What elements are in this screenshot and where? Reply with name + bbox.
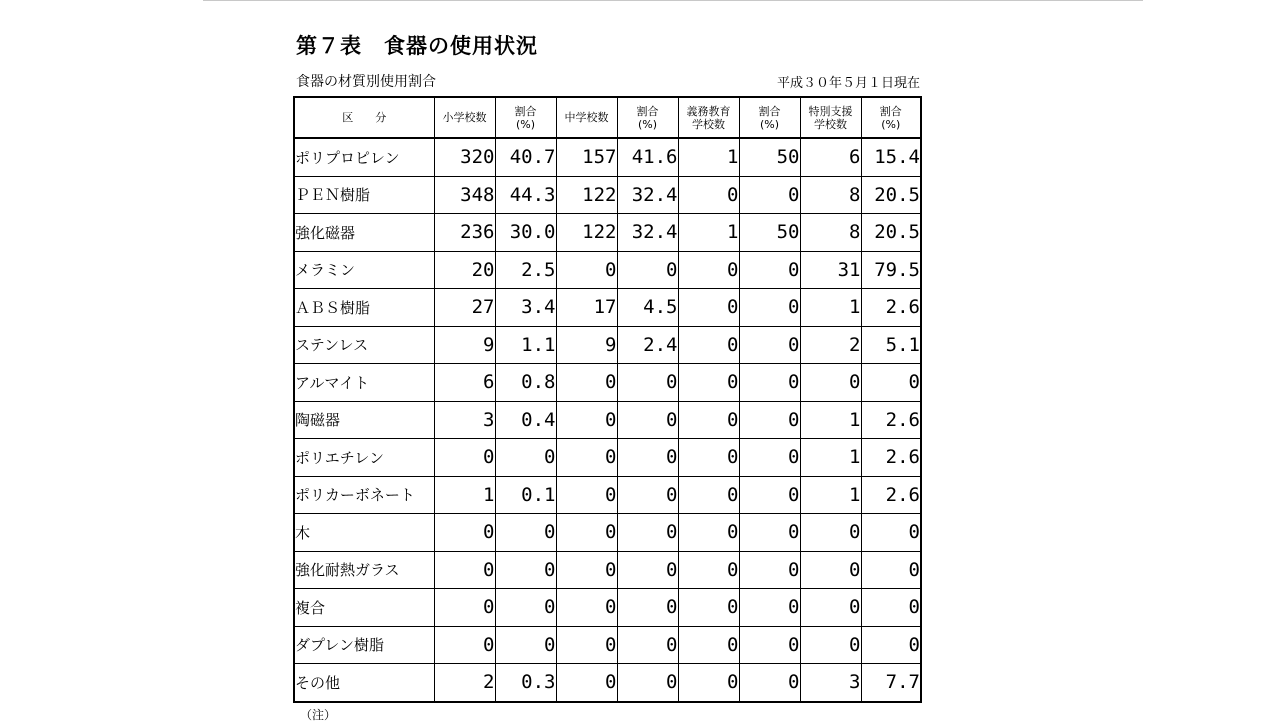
cell-special-support-ratio: 2.6 — [861, 476, 921, 514]
cell-junior-high-ratio: 0 — [617, 626, 678, 664]
cell-special-support-ratio: 20.5 — [861, 176, 921, 214]
cell-material: 木 — [294, 514, 434, 552]
tableware-usage-table — [293, 96, 922, 703]
cell-junior-high: 9 — [556, 326, 617, 364]
table-row — [294, 289, 921, 327]
cell-elementary-ratio: 0.8 — [495, 364, 556, 402]
cell-elementary: 0 — [434, 551, 495, 589]
cell-elementary: 20 — [434, 251, 495, 289]
cell-elementary-ratio: 2.5 — [495, 251, 556, 289]
cell-compulsory-ratio: 0 — [739, 289, 800, 327]
table-row — [294, 401, 921, 439]
cell-compulsory: 0 — [678, 551, 739, 589]
cell-special-support-ratio: 0 — [861, 551, 921, 589]
cell-elementary: 3 — [434, 401, 495, 439]
cell-compulsory-ratio: 0 — [739, 589, 800, 627]
table-row — [294, 138, 921, 176]
cell-junior-high-ratio: 0 — [617, 251, 678, 289]
table-row — [294, 626, 921, 664]
cell-elementary-ratio: 0.1 — [495, 476, 556, 514]
header-ratio-compulsory: 割合 (%) — [739, 97, 800, 138]
cell-special-support: 8 — [800, 214, 861, 252]
cell-compulsory-ratio: 0 — [739, 401, 800, 439]
table-row — [294, 476, 921, 514]
cell-junior-high: 157 — [556, 138, 617, 176]
header-ratio-special-support: 割合 (%) — [861, 97, 921, 138]
cell-compulsory-ratio: 50 — [739, 214, 800, 252]
cell-material: 強化磁器 — [294, 214, 434, 252]
cell-elementary: 6 — [434, 364, 495, 402]
cell-elementary-ratio: 3.4 — [495, 289, 556, 327]
cell-elementary: 0 — [434, 626, 495, 664]
cell-compulsory: 0 — [678, 401, 739, 439]
table-row — [294, 251, 921, 289]
cell-material: ダプレン樹脂 — [294, 626, 434, 664]
cell-junior-high: 17 — [556, 289, 617, 327]
table-row — [294, 364, 921, 402]
as-of-date: 平成３０年５月１日現在 — [776, 76, 920, 91]
cell-special-support-ratio: 15.4 — [861, 138, 921, 176]
cell-junior-high-ratio: 0 — [617, 476, 678, 514]
cell-special-support: 0 — [800, 551, 861, 589]
cell-special-support-ratio: 0 — [861, 589, 921, 627]
cell-compulsory-ratio: 0 — [739, 476, 800, 514]
cell-elementary-ratio: 44.3 — [495, 176, 556, 214]
cell-special-support-ratio: 2.6 — [861, 401, 921, 439]
cell-elementary: 27 — [434, 289, 495, 327]
cell-material: ＡＢＳ樹脂 — [294, 289, 434, 327]
table-row — [294, 326, 921, 364]
cell-compulsory-ratio: 0 — [739, 251, 800, 289]
table-row — [294, 514, 921, 552]
cell-special-support: 1 — [800, 289, 861, 327]
cell-elementary-ratio: 0.4 — [495, 401, 556, 439]
cell-compulsory: 0 — [678, 251, 739, 289]
cell-elementary-ratio: 0 — [495, 439, 556, 477]
header-junior-high: 中学校数 — [556, 97, 617, 138]
cell-special-support: 0 — [800, 626, 861, 664]
cell-junior-high-ratio: 2.4 — [617, 326, 678, 364]
cell-compulsory: 0 — [678, 626, 739, 664]
cell-elementary-ratio: 0 — [495, 514, 556, 552]
cell-compulsory-ratio: 50 — [739, 138, 800, 176]
cell-junior-high-ratio: 0 — [617, 589, 678, 627]
cell-compulsory-ratio: 0 — [739, 439, 800, 477]
cell-junior-high: 0 — [556, 664, 617, 702]
cell-elementary: 320 — [434, 138, 495, 176]
cell-elementary-ratio: 0 — [495, 589, 556, 627]
table-row — [294, 664, 921, 702]
cell-junior-high: 0 — [556, 251, 617, 289]
cell-elementary-ratio: 0.3 — [495, 664, 556, 702]
cell-junior-high-ratio: 0 — [617, 551, 678, 589]
cell-junior-high-ratio: 0 — [617, 401, 678, 439]
cell-elementary-ratio: 1.1 — [495, 326, 556, 364]
table-row — [294, 551, 921, 589]
cell-junior-high-ratio: 0 — [617, 439, 678, 477]
cell-compulsory: 0 — [678, 589, 739, 627]
header-ratio-elementary: 割合 (%) — [495, 97, 556, 138]
cell-compulsory-ratio: 0 — [739, 664, 800, 702]
cell-compulsory: 0 — [678, 364, 739, 402]
header-special-support: 特別支援 学校数 — [800, 97, 861, 138]
cell-junior-high: 0 — [556, 476, 617, 514]
cell-compulsory: 0 — [678, 476, 739, 514]
top-divider — [203, 0, 1143, 1]
table-row — [294, 214, 921, 252]
cell-compulsory: 1 — [678, 214, 739, 252]
cell-junior-high: 0 — [556, 551, 617, 589]
cell-special-support: 2 — [800, 326, 861, 364]
cell-special-support: 3 — [800, 664, 861, 702]
cell-material: ポリプロピレン — [294, 138, 434, 176]
cell-junior-high: 0 — [556, 401, 617, 439]
cell-junior-high: 0 — [556, 514, 617, 552]
cell-elementary-ratio: 0 — [495, 551, 556, 589]
cell-material: 複合 — [294, 589, 434, 627]
table-header — [294, 97, 921, 138]
cell-special-support: 1 — [800, 401, 861, 439]
cell-special-support: 0 — [800, 514, 861, 552]
cell-special-support-ratio: 5.1 — [861, 326, 921, 364]
cell-elementary: 0 — [434, 439, 495, 477]
cell-elementary-ratio: 0 — [495, 626, 556, 664]
cell-special-support: 0 — [800, 364, 861, 402]
cell-elementary: 0 — [434, 589, 495, 627]
cell-junior-high: 122 — [556, 176, 617, 214]
cell-junior-high-ratio: 32.4 — [617, 214, 678, 252]
cell-junior-high: 0 — [556, 626, 617, 664]
cell-special-support-ratio: 0 — [861, 626, 921, 664]
cell-elementary: 348 — [434, 176, 495, 214]
cell-material: 強化耐熱ガラス — [294, 551, 434, 589]
table-body — [294, 138, 921, 702]
cell-special-support-ratio: 20.5 — [861, 214, 921, 252]
cell-junior-high-ratio: 0 — [617, 514, 678, 552]
cell-compulsory-ratio: 0 — [739, 364, 800, 402]
cell-material: ステンレス — [294, 326, 434, 364]
cell-elementary: 236 — [434, 214, 495, 252]
cell-junior-high-ratio: 41.6 — [617, 138, 678, 176]
table-title: 第７表 食器の使用状況 — [296, 34, 538, 58]
cell-special-support-ratio: 0 — [861, 364, 921, 402]
cell-junior-high-ratio: 4.5 — [617, 289, 678, 327]
cell-material: 陶磁器 — [294, 401, 434, 439]
cell-special-support-ratio: 0 — [861, 514, 921, 552]
cell-special-support: 1 — [800, 476, 861, 514]
cell-elementary: 9 — [434, 326, 495, 364]
cell-material: その他 — [294, 664, 434, 702]
cell-special-support-ratio: 7.7 — [861, 664, 921, 702]
cell-material: メラミン — [294, 251, 434, 289]
cell-elementary: 1 — [434, 476, 495, 514]
cell-material: ポリカーボネート — [294, 476, 434, 514]
cell-special-support-ratio: 79.5 — [861, 251, 921, 289]
header-ratio-junior-high: 割合 (%) — [617, 97, 678, 138]
cell-compulsory-ratio: 0 — [739, 551, 800, 589]
cell-junior-high: 122 — [556, 214, 617, 252]
cell-compulsory-ratio: 0 — [739, 514, 800, 552]
cell-special-support-ratio: 2.6 — [861, 439, 921, 477]
cell-special-support: 8 — [800, 176, 861, 214]
header-elementary: 小学校数 — [434, 97, 495, 138]
cell-compulsory: 0 — [678, 289, 739, 327]
cell-special-support: 0 — [800, 589, 861, 627]
cell-junior-high: 0 — [556, 364, 617, 402]
cell-material: ポリエチレン — [294, 439, 434, 477]
cell-compulsory: 0 — [678, 326, 739, 364]
cell-compulsory: 0 — [678, 514, 739, 552]
cell-compulsory: 0 — [678, 664, 739, 702]
table-row — [294, 439, 921, 477]
cell-elementary: 2 — [434, 664, 495, 702]
cell-junior-high-ratio: 32.4 — [617, 176, 678, 214]
cell-compulsory: 1 — [678, 138, 739, 176]
header-compulsory: 義務教育 学校数 — [678, 97, 739, 138]
cell-elementary-ratio: 30.0 — [495, 214, 556, 252]
cell-junior-high-ratio: 0 — [617, 364, 678, 402]
cell-material: アルマイト — [294, 364, 434, 402]
cell-junior-high: 0 — [556, 439, 617, 477]
table-row — [294, 176, 921, 214]
cell-junior-high-ratio: 0 — [617, 664, 678, 702]
table-subtitle: 食器の材質別使用割合 — [296, 74, 436, 90]
footnote: （注） — [300, 708, 337, 722]
cell-compulsory: 0 — [678, 176, 739, 214]
cell-compulsory-ratio: 0 — [739, 176, 800, 214]
cell-special-support: 1 — [800, 439, 861, 477]
cell-compulsory: 0 — [678, 439, 739, 477]
cell-material: ＰＥＮ樹脂 — [294, 176, 434, 214]
header-category: 区 分 — [294, 97, 434, 138]
cell-special-support-ratio: 2.6 — [861, 289, 921, 327]
cell-junior-high: 0 — [556, 589, 617, 627]
cell-elementary: 0 — [434, 514, 495, 552]
cell-elementary-ratio: 40.7 — [495, 138, 556, 176]
cell-special-support: 6 — [800, 138, 861, 176]
cell-compulsory-ratio: 0 — [739, 626, 800, 664]
cell-compulsory-ratio: 0 — [739, 326, 800, 364]
cell-special-support: 31 — [800, 251, 861, 289]
table-row — [294, 589, 921, 627]
